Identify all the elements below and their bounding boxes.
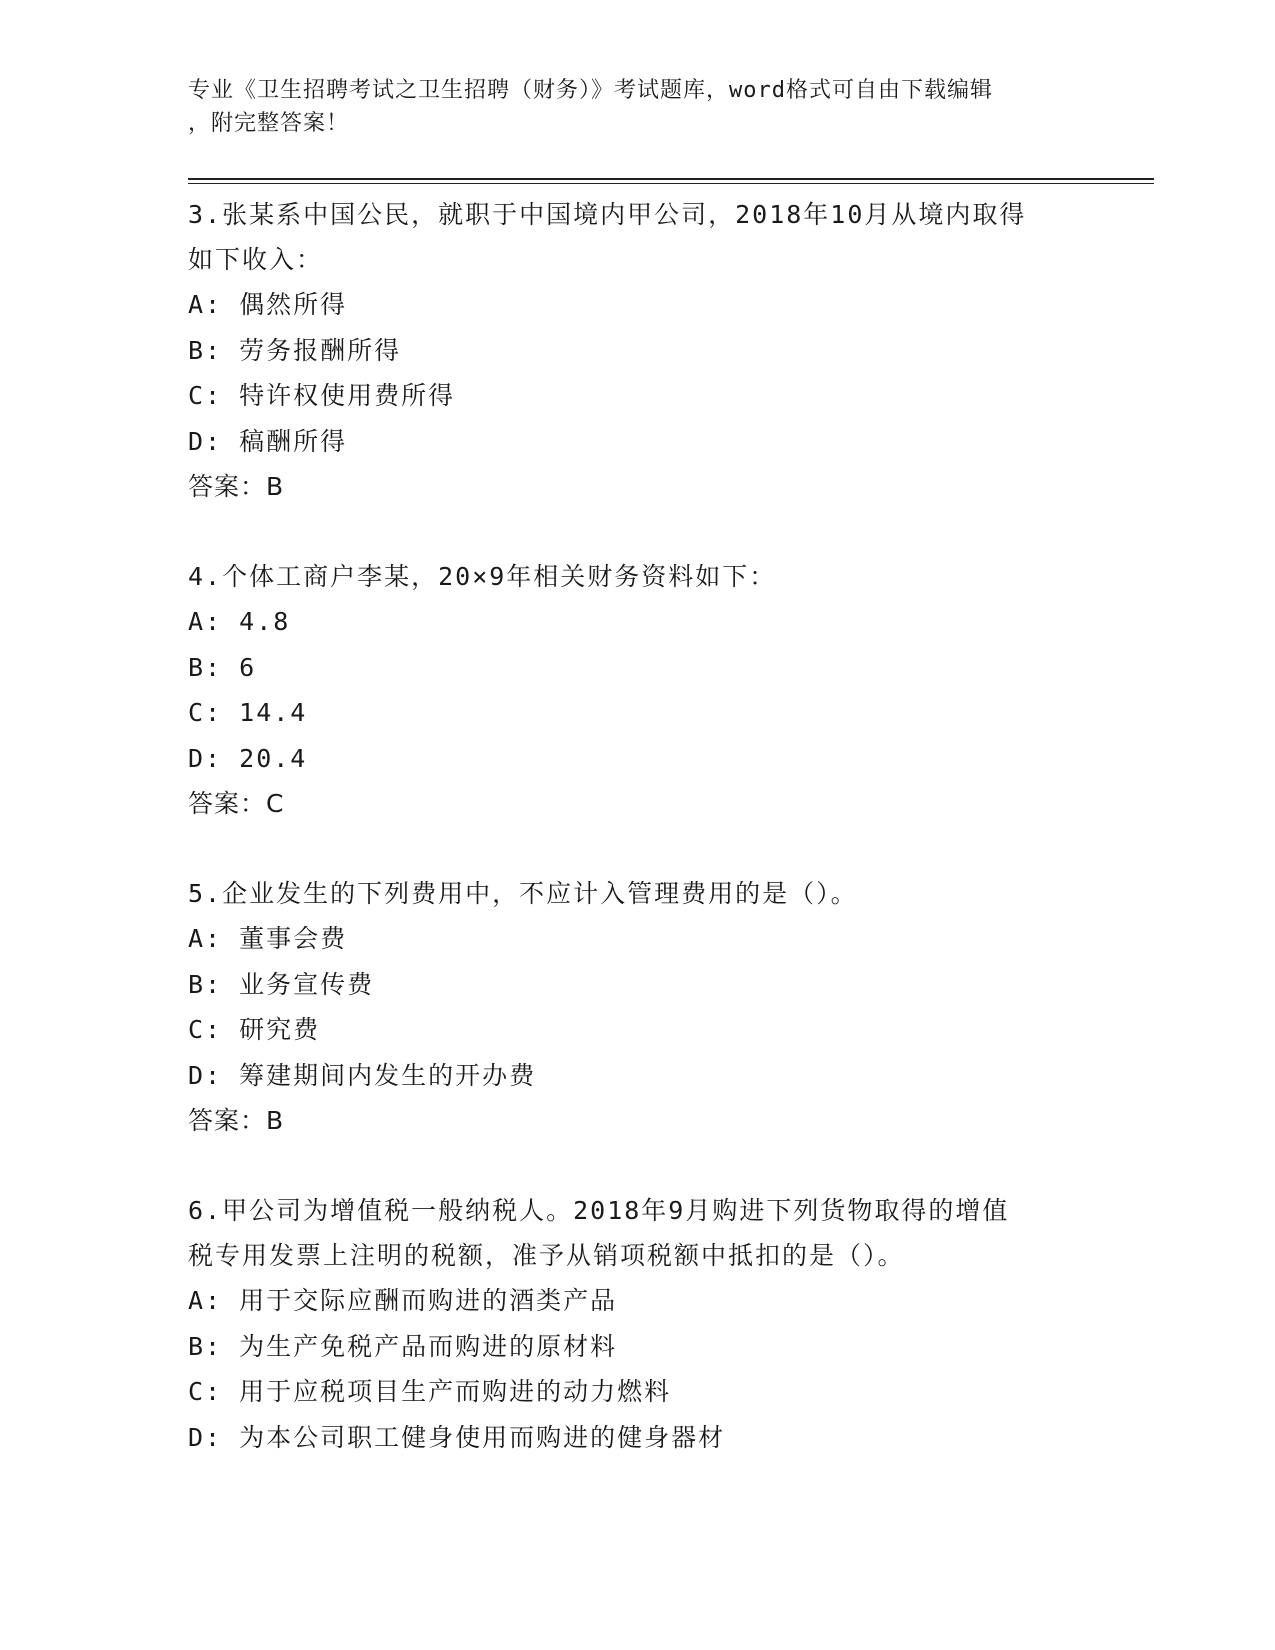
answer-line: 答案：C xyxy=(188,789,285,818)
question-stem: 税专用发票上注明的税额，准予从销项税额中抵扣的是（）。 xyxy=(188,1241,905,1270)
option-c: C: 研究费 xyxy=(188,1015,321,1044)
option-a: A: 用于交际应酬而购进的酒类产品 xyxy=(188,1286,618,1315)
header-line-1: 专业《卫生招聘考试之卫生招聘（财务）》考试题库，word格式可自由下载编辑 xyxy=(188,78,993,103)
question-item xyxy=(188,192,1088,509)
question-stem: 如下收入： xyxy=(188,245,324,274)
option-a: A: 董事会费 xyxy=(188,924,348,953)
answer-line: 答案：B xyxy=(188,1106,285,1135)
document-header xyxy=(188,74,1068,140)
question-stem: 6.甲公司为增值税一般纳税人。2018年9月购进下列货物取得的增值 xyxy=(188,1196,1010,1225)
option-b: B: 为生产免税产品而购进的原材料 xyxy=(188,1331,618,1361)
option-c: C: 用于应税项目生产而购进的动力燃料 xyxy=(188,1377,672,1406)
option-d: D: 稿酬所得 xyxy=(188,426,348,456)
question-stem: 4.个体工商户李某，20×9年相关财务资料如下： xyxy=(188,562,777,591)
question-stem: 5.企业发生的下列费用中，不应计入管理费用的是（）。 xyxy=(188,879,858,908)
header-divider xyxy=(188,178,1154,184)
option-a: A: 4.8 xyxy=(188,607,291,636)
option-c: C: 14.4 xyxy=(188,698,308,727)
question-spacer xyxy=(188,509,1088,554)
question-list xyxy=(188,192,1088,1460)
option-d: D: 筹建期间内发生的开办费 xyxy=(188,1060,537,1090)
option-a: A: 偶然所得 xyxy=(188,290,348,319)
question-item xyxy=(188,554,1088,826)
answer-line: 答案：B xyxy=(188,472,285,501)
question-stem: 3.张某系中国公民，就职于中国境内甲公司，2018年10月从境内取得 xyxy=(188,200,1027,229)
header-line-2: ，附完整答案！ xyxy=(188,111,350,136)
question-spacer xyxy=(188,1143,1088,1188)
option-b: B: 6 xyxy=(188,652,257,682)
option-b: B: 劳务报酬所得 xyxy=(188,335,402,365)
question-item xyxy=(188,1188,1088,1460)
option-c: C: 特许权使用费所得 xyxy=(188,381,456,410)
question-item xyxy=(188,871,1088,1143)
option-d: D: 20.4 xyxy=(188,743,308,773)
option-d: D: 为本公司职工健身使用而购进的健身器材 xyxy=(188,1422,726,1452)
option-b: B: 业务宣传费 xyxy=(188,969,375,999)
question-spacer xyxy=(188,826,1088,871)
